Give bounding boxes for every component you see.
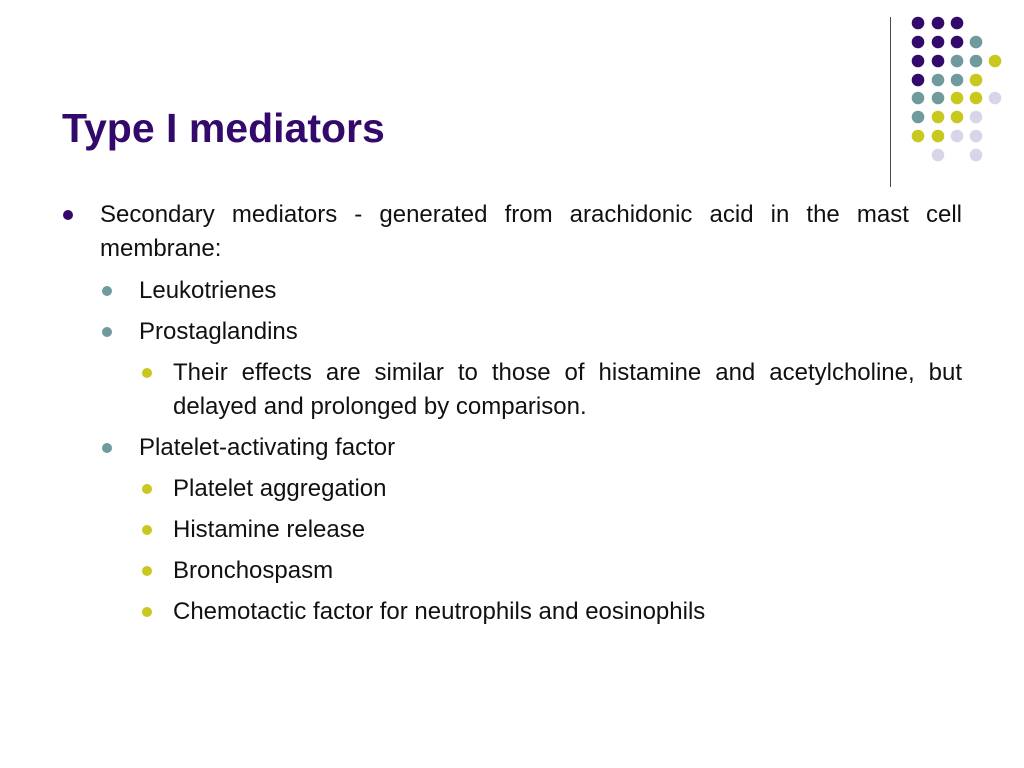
bullet-text: Prostaglandins: [139, 318, 298, 345]
bullet-item-platelet-aggregation: [173, 472, 962, 506]
bullet-text: Histamine release: [173, 516, 366, 543]
bullet-item-leukotrienes: [139, 274, 962, 308]
bullet-dot: [102, 327, 112, 337]
bullet-dot: [102, 443, 112, 453]
bullet-item-prostaglandin-effects: [173, 356, 962, 424]
bullet-item-platelet-activating-factor: [139, 431, 962, 465]
bullet-text: Chemotactic factor for neutrophils and eosinophils: [173, 598, 706, 625]
bullet-item-secondary-mediators: [100, 198, 962, 266]
bullet-dot: [142, 484, 152, 494]
bullet-text: Leukotrienes: [139, 277, 277, 304]
bullet-dot: [102, 286, 112, 296]
bullet-dot: [142, 525, 152, 535]
bullet-item-bronchospasm: [173, 554, 962, 588]
bullet-text: Secondary mediators - generated from arachidonic acid in the mast cell membrane:: [100, 201, 962, 262]
bullet-dot: [142, 368, 152, 378]
bullet-dot: [142, 607, 152, 617]
bullet-text: Platelet-activating factor: [139, 434, 396, 461]
bullet-item-chemotactic-factor: [173, 595, 962, 629]
bullet-text: Their effects are similar to those of histamine and acetylcholine, but delayed and prolonged by comparison.: [173, 359, 962, 420]
bullet-dot: [63, 210, 73, 220]
slide-title: Type I mediators: [62, 105, 385, 151]
bullet-text: Platelet aggregation: [173, 475, 387, 502]
bullet-item-histamine-release: [173, 513, 962, 547]
bullet-item-prostaglandins: [139, 315, 962, 349]
bullet-text: Bronchospasm: [173, 557, 334, 584]
bullet-dot: [142, 566, 152, 576]
